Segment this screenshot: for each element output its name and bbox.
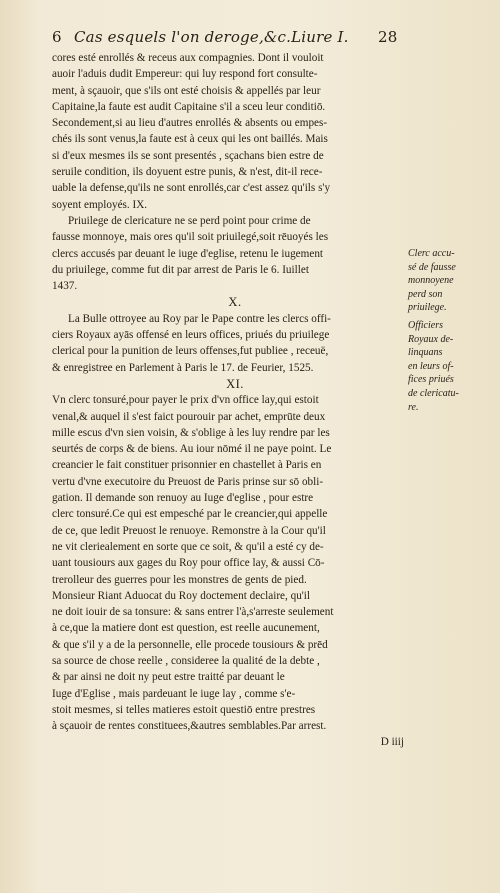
margin-note [408,247,496,315]
margin-note-line: Officiers [408,319,443,331]
text-line: soyent employés. IX. [52,198,148,211]
text-line: Capitaine,la faute est audit Capitaine s'il a sceu leur conditiō. [52,100,326,113]
text-line: & enregistree en Parlement à Paris le 17. de Feurier, 1525. [52,361,314,374]
text-line: 1437. [52,280,78,293]
text-line: à ce,que la matiere dont est question, est reelle aucunement, [52,622,320,635]
margin-note-line: de clericatu- [408,387,459,399]
text-line: ne doit iouir de sa tonsure: & sans entrer l'à,s'arreste seulement [52,606,334,619]
section-heading: X. [228,295,242,310]
text-line: & par ainsi ne doit ny peut estre traitté par deuant le [52,671,285,684]
section-heading: XI. [226,376,244,391]
margin-notes [408,247,496,414]
margin-note-line: perd son [408,288,443,300]
text-line: Secondement,si au lieu d'autres enrollés & absents ou empes- [52,117,328,130]
text-line: creancier le fait constituer prisonnier en chastellet à Paris en [52,459,322,472]
text-line: Priuilege de clericature ne se perd point pour crime de [68,214,311,227]
text-line: auoir l'aduis dudit Empereur: qui luy respond fort consulte- [52,68,318,81]
text-line: à sçauoir de rentes constituees,&autres semblables.Par arrest. [52,720,327,733]
text-line: si d'eux mesmes ils se sont presentés , sçachans bien estre de [52,149,324,162]
margin-note-line: re. [408,401,419,413]
page-body-text [52,50,418,751]
folio-number: 28 [378,28,398,46]
text-line: ne vit cleriealement en sorte que ce soit, & qu'il a esté cy de- [52,540,324,553]
text-line: Vn clerc tonsuré,pour payer le prix d'vn office lay,qui estoit [52,394,319,407]
text-line: clercs accusés par deuant le iuge d'eglise, retenu le iugement [52,247,324,260]
text-line: de ce, que ledit Preuost le renuoye. Remonstre à la Cour qu'il [52,524,326,537]
text-line: fausse monnoye, mais ores qu'il soit priuilegé,soit rēuoyés les [52,231,329,244]
margin-note-line: linquans [408,347,443,359]
text-line: ciers Royaux ayās offensé en leurs offices, priués du priuilege [52,329,330,342]
margin-note-line: priuilege. [408,302,447,314]
margin-note-line: Clerc accu- [408,248,455,259]
margin-note-line: en leurs of- [408,360,454,372]
margin-note-line: Royaux de- [408,333,454,345]
page-number: 6 [52,28,62,46]
text-line: uant tousiours aux gages du Roy pour office lay, & aussi Cō- [52,557,325,570]
text-line: sa source de chose reelle , consideree la qualité de la debte , [52,654,320,667]
text-line: clerc tonsuré.Ce qui est empesché par le creancier,qui appelle [52,508,328,521]
text-line: du priuilege, comme fut dit par arrest de Paris le 6. Iuillet [52,263,309,276]
running-title: Cas esquels l'on deroge,&c.Liure I. [74,28,349,46]
margin-note-line: monnoyene [408,275,454,287]
text-line: cores esté enrollés & receus aux compagnies. Dont il vouloit [52,52,324,64]
text-line: Iuge d'Eglise , mais pardeuant le iuge lay , comme s'e- [52,687,296,700]
text-line: clerical pour la punition de leurs offenses,fut publiee , receuë, [52,345,329,358]
text-line: & que s'il y a de la personnelle, elle procede tousiours & prēd [52,638,328,651]
signature-mark: D iiij [380,736,404,749]
text-line: venal,& auquel il s'est faict pourouir par achet, emprūte deux [52,410,326,423]
text-line: stoit mesmes, si telles matieres estoit questiō entre prestres [52,703,316,716]
text-line: chés ils sont venus,la faute est à ceux qui les ont baillés. Mais [52,133,328,146]
margin-note-line: fices priués [408,374,454,386]
margin-note [408,319,496,414]
text-line: ment, à sçauoir, que s'ils ont esté choisis & appellés par leur [52,84,321,97]
text-line: gation. Il demande son renuoy au Iuge d'eglise , pour estre [52,492,314,505]
margin-note-line: sé de fausse [408,261,456,273]
text-line: seurtés de corps & de biens. Au iour nōmé il ne paye point. Le [52,443,332,456]
text-line: trerolleur des guerres pour les monstres de gents de pied. [52,573,307,586]
text-line: mille escus d'vn sien voisin, & s'oblige à les luy rendre par les [52,426,330,439]
text-line: La Bulle ottroyee au Roy par le Pape contre les clercs offi- [68,312,331,325]
text-line: Monsieur Riant Aduocat du Roy doctement declaire, qu'il [52,589,311,602]
text-line: vertu d'vne executoire du Preuost de Paris prinse sur sō obli- [52,475,324,488]
text-line: uable la defense,qu'ils ne sont enrollés,car c'est assez qu'ils s'y [52,182,331,195]
text-line: seruile condition, ils doyuent estre punis, & n'est, dit-il rece- [52,166,323,179]
